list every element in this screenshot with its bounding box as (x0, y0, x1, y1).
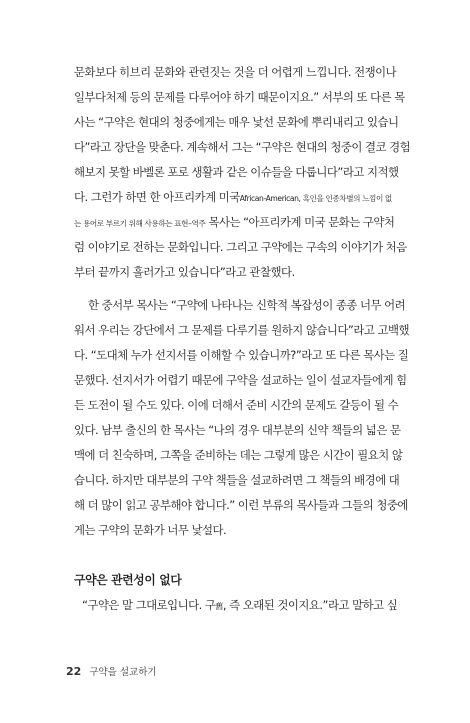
paragraph-start-line: 한 중서부 목사는 “구약에 나타나는 신학적 복잡성이 종종 너무 어려 (88, 298, 406, 312)
body-text: 목사는 “아프리카계 미국 문화는 구약처 (205, 215, 395, 229)
body-line: 워서 우리는 강단에서 그 문제를 다루기를 원하지 않습니다”라고 고백했 (74, 323, 409, 337)
translator-note: African-American, 흑인을 인종차별의 느낌이 없 (239, 194, 392, 203)
hanja-gloss: 舊 (215, 602, 223, 611)
body-text: “구약은 말 그대로입니다. 구 (82, 598, 216, 612)
body-line: 문화보다 히브리 문화와 관련짓는 것을 더 어렵게 느낍니다. 전쟁이나 (74, 65, 397, 79)
body-line: 게는 구약의 문화가 너무 낯설다. (74, 523, 227, 537)
body-line: 든 도전이 될 수도 있다. 이에 더해서 준비 시간의 문제도 갈등이 될 수 (74, 398, 399, 412)
body-line: 사는 “구약은 현대의 청중에게는 매우 낯선 문화에 뿌리내리고 있습니 (74, 115, 399, 129)
body-line: 해보지 못할 바벨론 포로 생활과 같은 이슈들을 다룹니다”라고 지적했 (74, 165, 399, 179)
body-line: 럼 이야기로 전하는 문화입니다. 그리고 구약에는 구속의 이야기가 처음 (74, 240, 407, 254)
body-line: 있다. 남부 출신의 한 목사는 “나의 경우 대부분의 신약 책들의 넓은 문 (74, 423, 401, 437)
section-heading: 구약은 관련성이 없다 (74, 573, 182, 587)
page-number: 22 (66, 665, 82, 678)
body-line: 부터 끝까지 흘러가고 있습니다”라고 관찰했다. (74, 265, 295, 279)
body-text: , 즉 오래된 것이지요.”라고 말하고 싶 (222, 598, 398, 612)
body-line: 습니다. 하지만 대부분의 구약 책들을 설교하려면 그 책들의 배경에 대 (74, 473, 400, 487)
running-title: 구약을 설교하기 (89, 667, 157, 678)
page-footer (66, 664, 157, 678)
section-first-line (82, 597, 422, 615)
translator-note: 는 용어로 부르기 위해 사용하는 표현–역주 (74, 219, 206, 228)
body-line: 문했다. 선지서가 어렵기 때문에 구약을 설교하는 일이 설교자들에게 힘 (74, 373, 407, 387)
body-line: 다. “도대체 누가 선지서를 이해할 수 있습니까?”라고 또 다른 목사는 질 (74, 348, 409, 362)
body-line: 해 더 많이 읽고 공부해야 합니다.” 이런 부류의 목사들과 그들의 청중에 (74, 498, 408, 512)
body-line: 일부다처제 등의 문제를 다루어야 하기 때문이지요.” 서부의 또 다른 목 (74, 90, 405, 104)
body-line: 다”라고 장단을 맞춘다. 계속해서 그는 “구약은 현대의 청중이 결코 경험 (74, 140, 411, 154)
body-line-with-note (74, 189, 414, 207)
body-line-with-note (74, 214, 414, 232)
body-text: 다. 그런가 하면 한 아프리카계 미국 (74, 190, 240, 204)
body-line: 맥에 더 친숙하며, 그쪽을 준비하는 데는 그렇게 많은 시간이 필요치 않 (74, 448, 403, 462)
